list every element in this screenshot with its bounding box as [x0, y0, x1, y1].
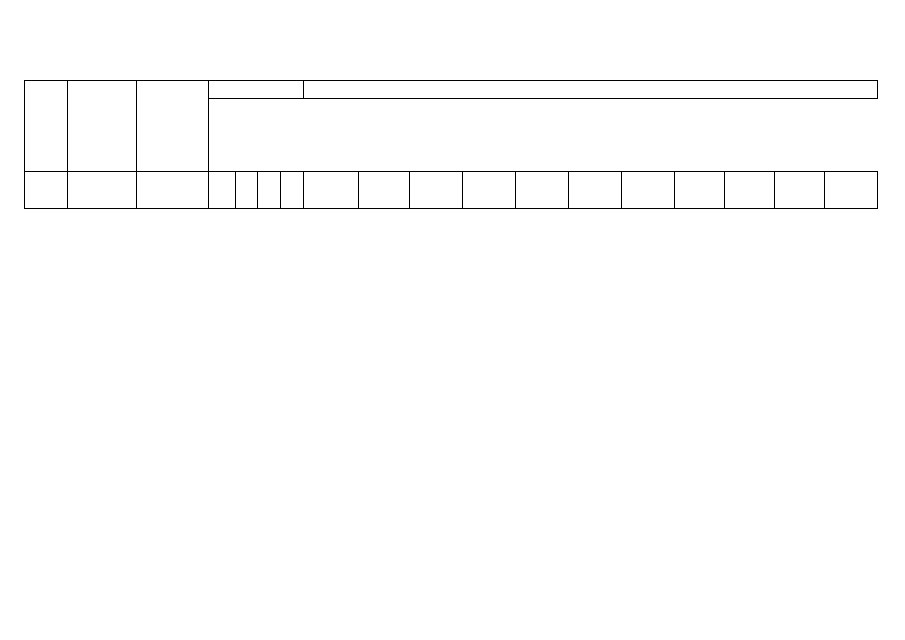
header-expenses — [304, 81, 878, 99]
continuation-row — [25, 172, 878, 209]
header-status — [25, 81, 68, 172]
continuation-name — [68, 172, 137, 209]
header-budget-code — [209, 81, 304, 99]
header-executor — [137, 81, 209, 172]
budget-table — [24, 80, 878, 209]
continuation-status — [25, 172, 68, 209]
continuation-executor — [137, 172, 209, 209]
header-name — [68, 81, 137, 172]
